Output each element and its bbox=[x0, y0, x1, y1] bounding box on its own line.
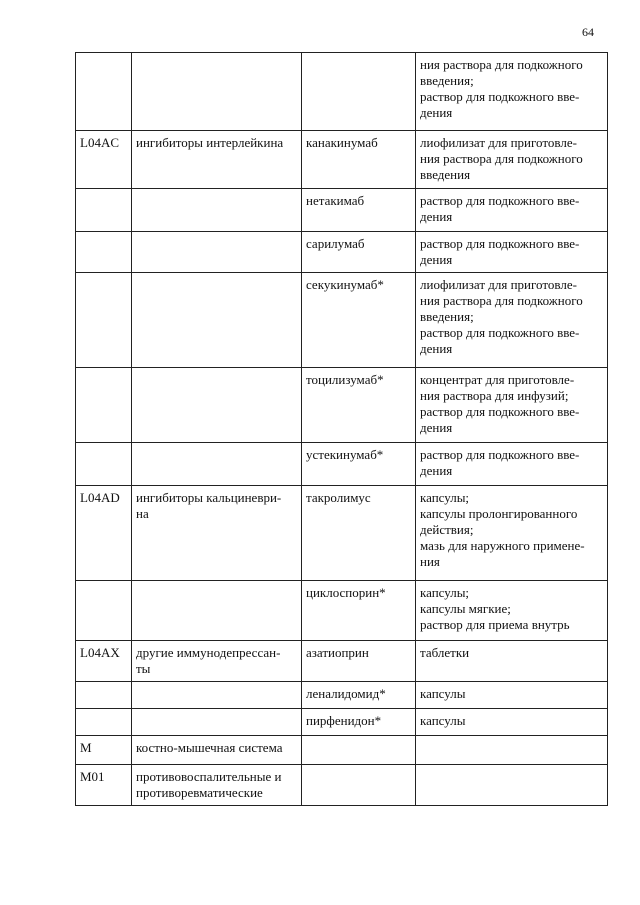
group-name-cell bbox=[132, 232, 302, 273]
atc-code-cell bbox=[76, 232, 132, 273]
dosage-form-cell bbox=[416, 189, 608, 232]
dosage-form-cell-text: лиофилизат для приготовле- ния раствора для подкожного введения bbox=[420, 135, 583, 182]
group-name-cell-text: костно-мышечная система bbox=[136, 740, 283, 755]
atc-code-cell bbox=[76, 641, 132, 682]
drug-name-cell bbox=[302, 682, 416, 709]
dosage-form-cell bbox=[416, 443, 608, 486]
dosage-form-cell bbox=[416, 131, 608, 189]
atc-code-cell-text: L04AD bbox=[80, 490, 120, 505]
group-name-cell bbox=[132, 581, 302, 641]
drug-name-cell-text: канакинумаб bbox=[306, 135, 378, 150]
dosage-form-cell bbox=[416, 273, 608, 368]
drug-name-cell-text: такролимус bbox=[306, 490, 371, 505]
dosage-form-cell-text: капсулы; капсулы пролонгированного действия; мазь для наружного примене- ния bbox=[420, 490, 585, 569]
drug-name-cell bbox=[302, 189, 416, 232]
group-name-cell-text: другие иммунодепрессан- ты bbox=[136, 645, 281, 676]
dosage-form-cell-text: раствор для подкожного вве- дения bbox=[420, 193, 580, 224]
drug-table-body bbox=[76, 53, 608, 806]
dosage-form-cell bbox=[416, 581, 608, 641]
dosage-form-cell bbox=[416, 641, 608, 682]
atc-code-cell bbox=[76, 189, 132, 232]
drug-name-cell-text: тоцилизумаб* bbox=[306, 372, 384, 387]
table-row bbox=[76, 486, 608, 581]
dosage-form-cell-text: раствор для подкожного вве- дения bbox=[420, 447, 580, 478]
group-name-cell bbox=[132, 641, 302, 682]
group-name-cell-text: противовоспалительные и противоревматические bbox=[136, 769, 282, 800]
drug-name-cell bbox=[302, 641, 416, 682]
atc-code-cell bbox=[76, 131, 132, 189]
group-name-cell bbox=[132, 709, 302, 736]
dosage-form-cell bbox=[416, 682, 608, 709]
table-row bbox=[76, 709, 608, 736]
table-row bbox=[76, 189, 608, 232]
group-name-cell-text: ингибиторы кальциневри- на bbox=[136, 490, 282, 521]
group-name-cell bbox=[132, 682, 302, 709]
dosage-form-cell bbox=[416, 486, 608, 581]
atc-code-cell bbox=[76, 368, 132, 443]
dosage-form-cell-text: капсулы bbox=[420, 686, 466, 701]
dosage-form-cell-text: ния раствора для подкожного введения; раствор для подкожного вве- дения bbox=[420, 57, 583, 120]
drug-name-cell bbox=[302, 131, 416, 189]
table-row bbox=[76, 443, 608, 486]
table-row bbox=[76, 273, 608, 368]
drug-name-cell bbox=[302, 443, 416, 486]
drug-name-cell-text: циклоспорин* bbox=[306, 585, 386, 600]
group-name-cell bbox=[132, 273, 302, 368]
drug-name-cell bbox=[302, 368, 416, 443]
dosage-form-cell bbox=[416, 765, 608, 806]
dosage-form-cell-text: капсулы; капсулы мягкие; раствор для приема внутрь bbox=[420, 585, 570, 632]
table-row bbox=[76, 53, 608, 131]
drug-name-cell bbox=[302, 273, 416, 368]
dosage-form-cell bbox=[416, 736, 608, 765]
group-name-cell bbox=[132, 53, 302, 131]
drug-name-cell bbox=[302, 765, 416, 806]
atc-code-cell bbox=[76, 736, 132, 765]
drug-name-cell-text: нетакимаб bbox=[306, 193, 365, 208]
dosage-form-cell bbox=[416, 53, 608, 131]
table-row bbox=[76, 368, 608, 443]
group-name-cell bbox=[132, 189, 302, 232]
table-row bbox=[76, 641, 608, 682]
drug-name-cell bbox=[302, 736, 416, 765]
group-name-cell-text: ингибиторы интерлейкина bbox=[136, 135, 284, 150]
dosage-form-cell bbox=[416, 368, 608, 443]
atc-code-cell bbox=[76, 53, 132, 131]
group-name-cell bbox=[132, 368, 302, 443]
drug-name-cell-text: секукинумаб* bbox=[306, 277, 384, 292]
drug-table bbox=[75, 52, 608, 806]
drug-name-cell-text: устекинумаб* bbox=[306, 447, 384, 462]
atc-code-cell bbox=[76, 443, 132, 486]
drug-name-cell bbox=[302, 709, 416, 736]
table-row bbox=[76, 581, 608, 641]
group-name-cell bbox=[132, 443, 302, 486]
atc-code-cell-text: L04AX bbox=[80, 645, 120, 660]
dosage-form-cell-text: концентрат для приготовле- ния раствора для инфузий; раствор для подкожного вве- дения bbox=[420, 372, 580, 435]
atc-code-cell-text: L04AC bbox=[80, 135, 119, 150]
drug-name-cell-text: сарилумаб bbox=[306, 236, 365, 251]
table-row bbox=[76, 131, 608, 189]
drug-name-cell-text: пирфенидон* bbox=[306, 713, 382, 728]
drug-name-cell bbox=[302, 486, 416, 581]
group-name-cell bbox=[132, 486, 302, 581]
dosage-form-cell bbox=[416, 232, 608, 273]
atc-code-cell bbox=[76, 709, 132, 736]
atc-code-cell bbox=[76, 486, 132, 581]
page-number: 64 bbox=[582, 25, 594, 39]
table-row bbox=[76, 736, 608, 765]
group-name-cell bbox=[132, 765, 302, 806]
dosage-form-cell-text: лиофилизат для приготовле- ния раствора для подкожного введения; раствор для подкожного вве- дения bbox=[420, 277, 583, 356]
atc-code-cell bbox=[76, 682, 132, 709]
group-name-cell bbox=[132, 736, 302, 765]
dosage-form-cell bbox=[416, 709, 608, 736]
dosage-form-cell-text: таблетки bbox=[420, 645, 470, 660]
group-name-cell bbox=[132, 131, 302, 189]
dosage-form-cell-text: раствор для подкожного вве- дения bbox=[420, 236, 580, 267]
table-row bbox=[76, 765, 608, 806]
dosage-form-cell-text: капсулы bbox=[420, 713, 466, 728]
atc-code-cell-text: M01 bbox=[80, 769, 105, 784]
drug-name-cell-text: леналидомид* bbox=[306, 686, 386, 701]
table-row bbox=[76, 232, 608, 273]
atc-code-cell bbox=[76, 581, 132, 641]
table-row bbox=[76, 682, 608, 709]
atc-code-cell bbox=[76, 765, 132, 806]
atc-code-cell-text: M bbox=[80, 740, 92, 755]
drug-name-cell-text: азатиоприн bbox=[306, 645, 369, 660]
drug-name-cell bbox=[302, 581, 416, 641]
drug-name-cell bbox=[302, 53, 416, 131]
atc-code-cell bbox=[76, 273, 132, 368]
drug-name-cell bbox=[302, 232, 416, 273]
